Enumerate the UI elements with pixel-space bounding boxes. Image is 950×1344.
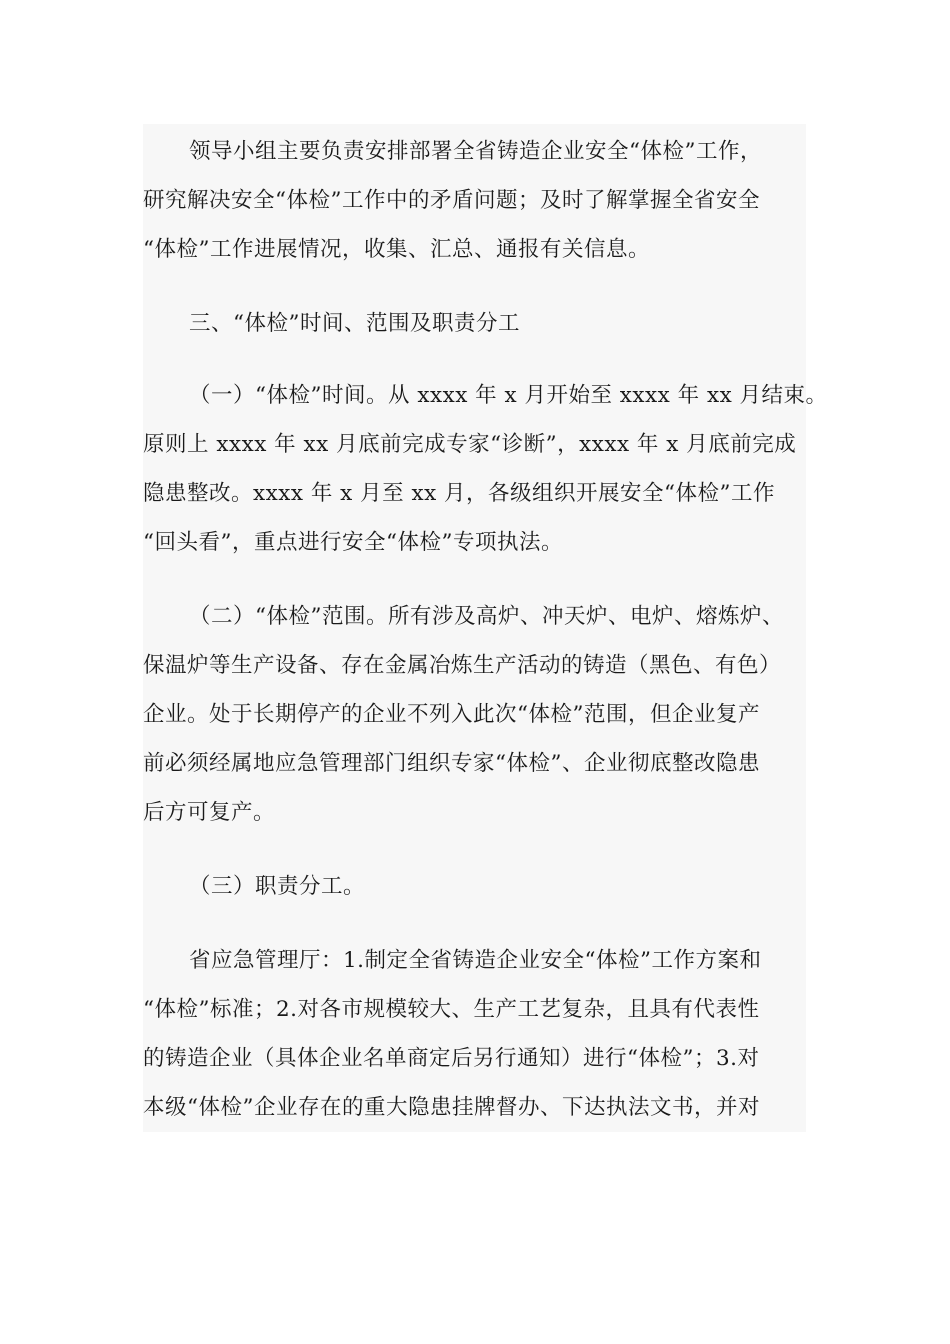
text-line: 企业。处于长期停产的企业不列入此次“体检”范围，但企业复产 [143,702,760,727]
paragraph-division-of-duties [143,862,813,911]
paragraph-leadership-duties [143,127,813,274]
paragraph-inspection-scope [143,592,813,837]
text-line: “回头看”，重点进行安全“体检”专项执法。 [143,530,563,555]
text-line: 领导小组主要负责安排部署全省铸造企业安全“体检”工作， [189,139,762,164]
text-line: 的铸造企业（具体企业名单商定后另行通知）进行“体检”；3.对 [143,1046,760,1071]
text-line: 省应急管理厅：1.制定全省铸造企业安全“体检”工作方案和 [189,948,762,973]
paragraph-inspection-time [143,371,828,567]
text-line: 本级“体检”企业存在的重大隐患挂牌督办、下达执法文书，并对 [143,1095,760,1120]
text-line: 隐患整改。xxxx 年 x 月至 xx 月，各级组织开展安全“体检”工作 [143,481,776,506]
text-line: （一）“体检”时间。从 xxxx 年 x 月开始至 xxxx 年 xx 月结束。 [189,383,828,408]
paragraph-provincial-emergency-dept [143,936,813,1132]
text-line: 保温炉等生产设备、存在金属冶炼生产活动的铸造（黑色、有色） [143,653,782,678]
text-line: 前必须经属地应急管理部门组织专家“体检”、企业彻底整改隐患 [143,751,760,776]
heading-text: 三、“体检”时间、范围及职责分工 [189,311,520,336]
section-heading-three [143,299,813,348]
text-line: （二）“体检”范围。所有涉及高炉、冲天炉、电炉、熔炼炉、 [189,604,784,629]
text-line: 研究解决安全“体检”工作中的矛盾问题；及时了解掌握全省安全 [143,188,760,213]
text-line: 后方可复产。 [143,800,276,825]
text-line: （三）职责分工。 [189,874,366,899]
text-line: “体检”标准；2.对各市规模较大、生产工艺复杂，且具有代表性 [143,997,760,1022]
text-line: 原则上 xxxx 年 xx 月底前完成专家“诊断”，xxxx 年 x 月底前完成 [143,432,797,457]
text-line: “体检”工作进展情况，收集、汇总、通报有关信息。 [143,237,650,262]
